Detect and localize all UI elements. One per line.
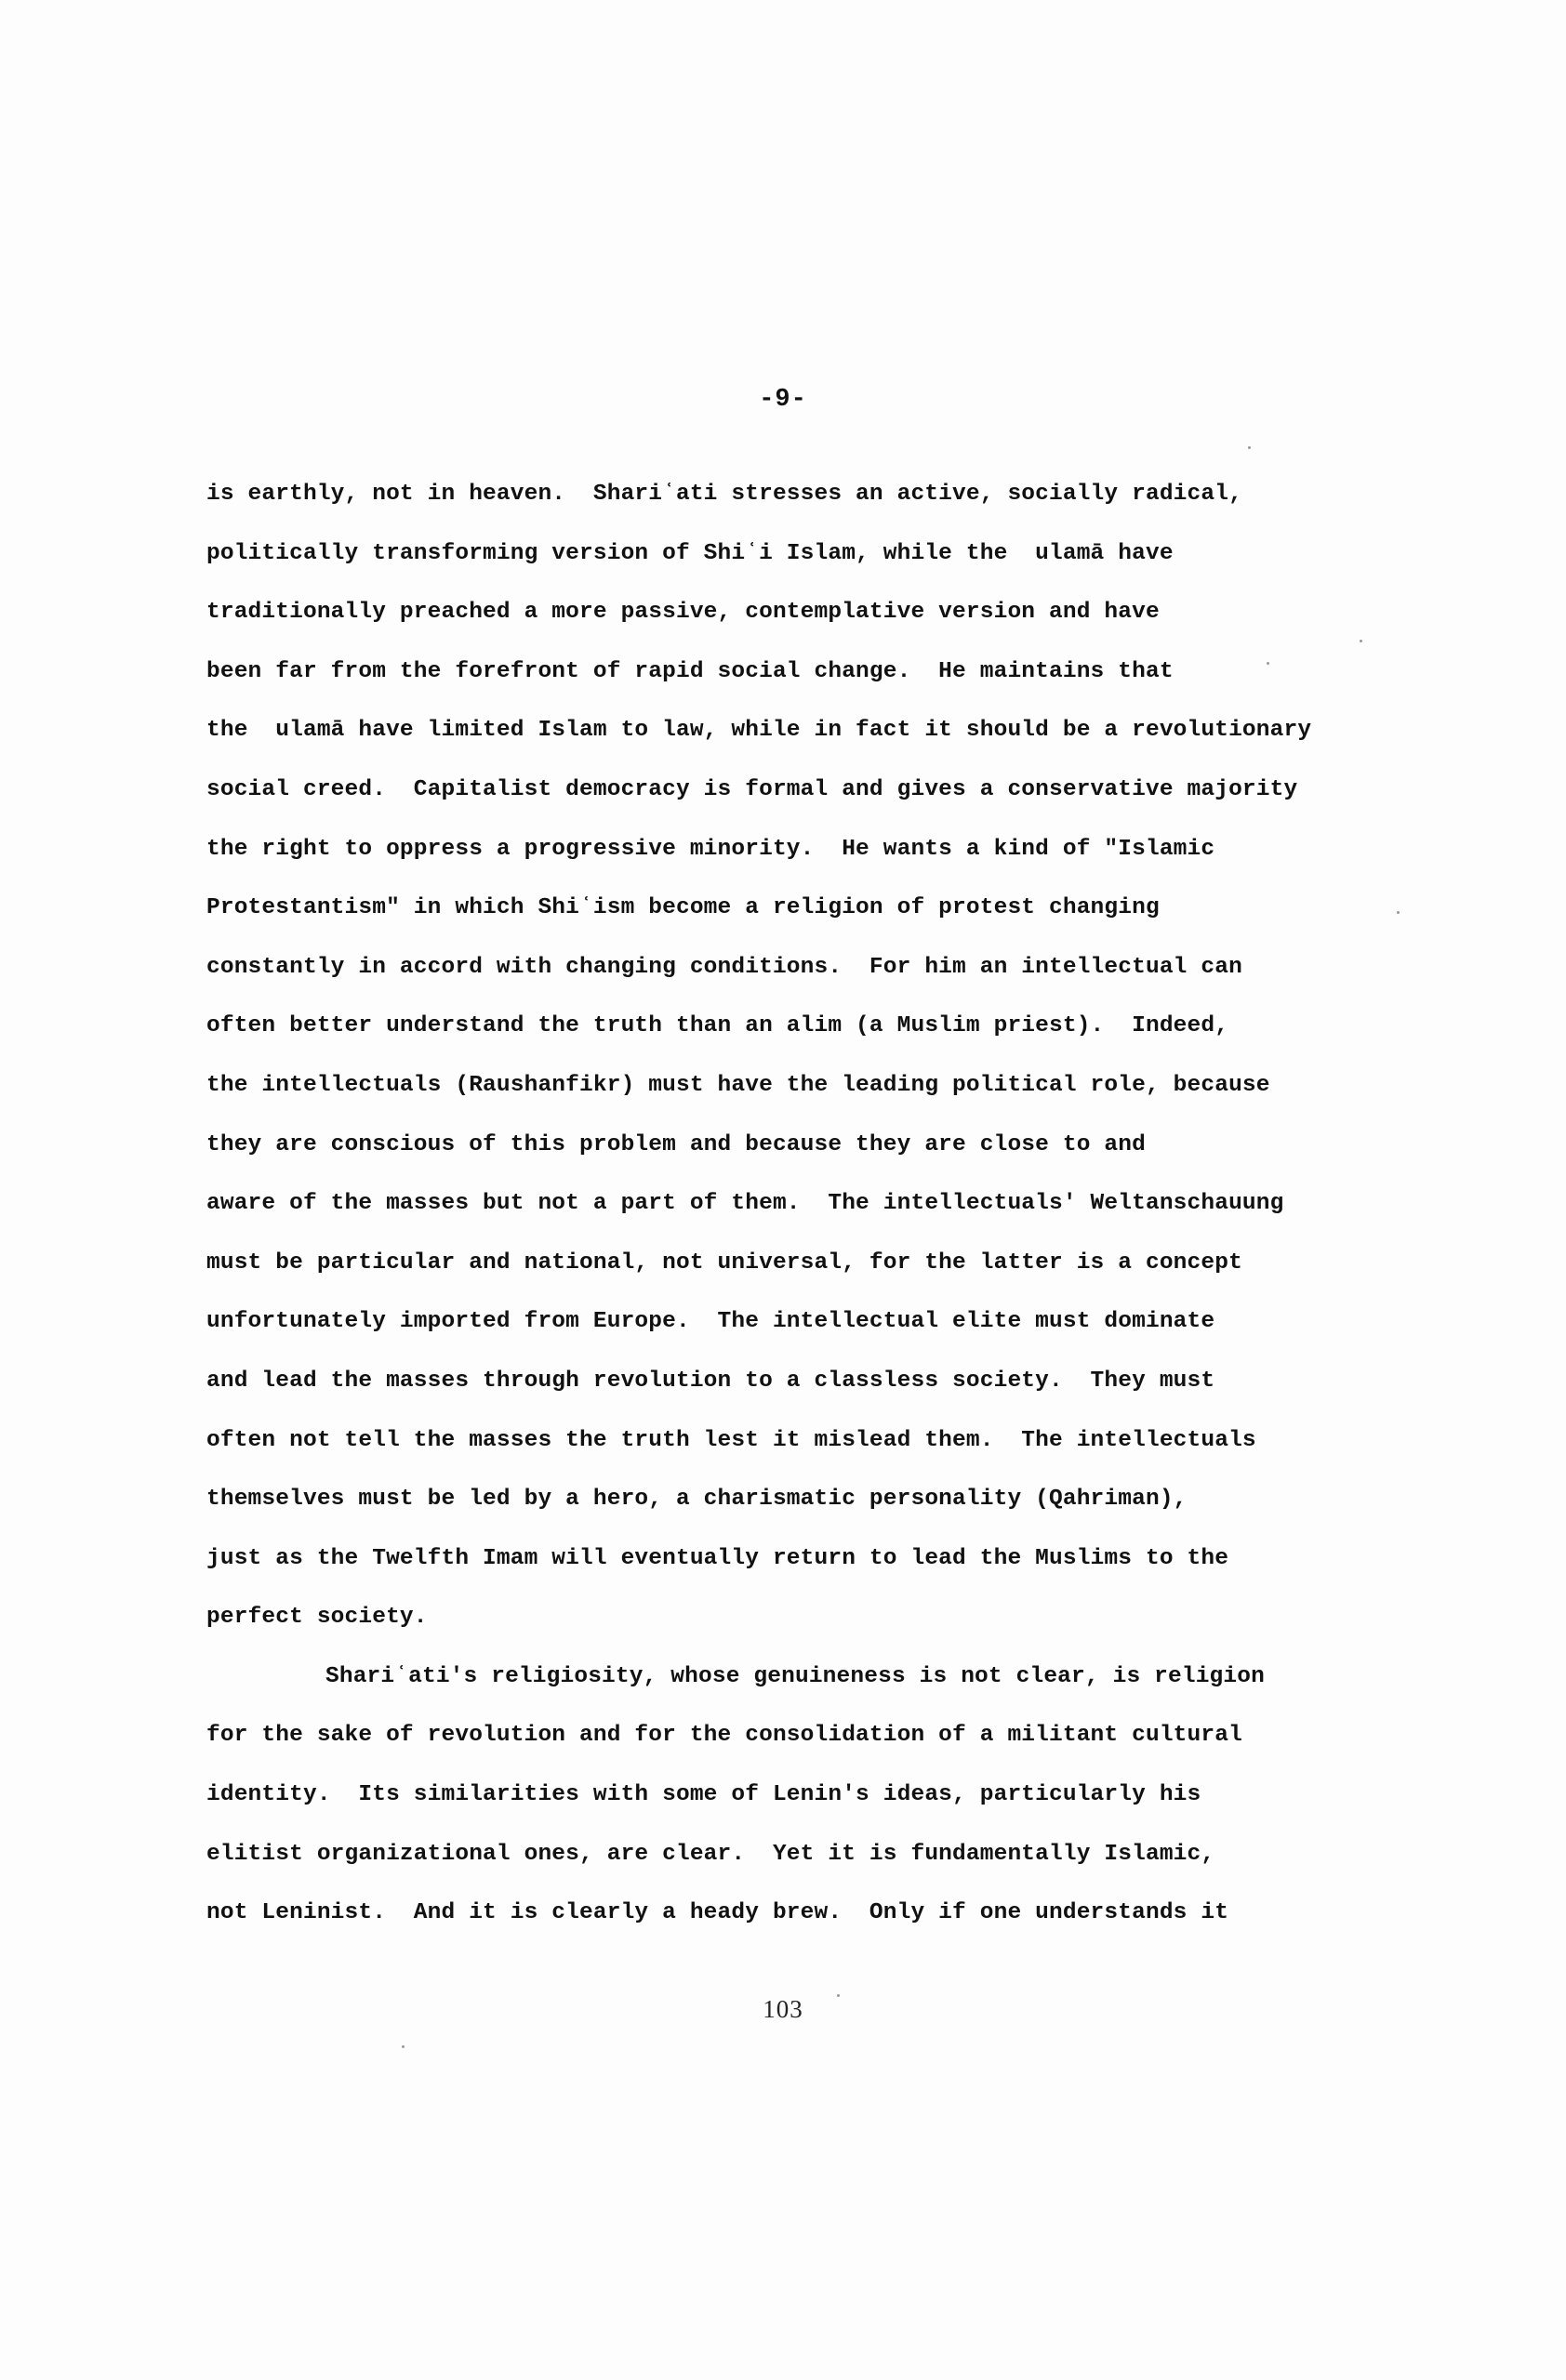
text-line: the ulamā have limited Islam to law, while in fact it should be a revolutionary (206, 718, 1312, 744)
text-line: often better understand the truth than an alim (a Muslim priest). Indeed, (206, 1013, 1229, 1039)
scan-speck (402, 2045, 405, 2048)
scan-speck (1248, 446, 1251, 449)
text-line: constantly in accord with changing conditions. For him an intellectual can (206, 954, 1242, 980)
text-line: often not tell the masses the truth lest it mislead them. The intellectuals (206, 1427, 1256, 1453)
text-line: unfortunately imported from Europe. The intellectual elite must dominate (206, 1309, 1215, 1335)
text-line: for the sake of revolution and for the consolidation of a militant cultural (206, 1723, 1242, 1749)
body-text (206, 465, 1397, 1943)
text-line: just as the Twelfth Imam will eventually return to lead the Muslims to the (206, 1545, 1229, 1571)
text-line: the right to oppress a progressive minority. He wants a kind of "Islamic (206, 836, 1215, 862)
footer-page-number: 103 (763, 1995, 803, 2023)
scan-speck (837, 1994, 840, 1997)
text-line: social creed. Capitalist democracy is formal and gives a conservative majority (206, 776, 1298, 802)
scan-speck (1397, 911, 1400, 914)
text-line: perfect society. (206, 1605, 428, 1631)
text-line: aware of the masses but not a part of them. The intellectuals' Weltanschauung (206, 1191, 1284, 1217)
text-line: must be particular and national, not universal, for the latter is a concept (206, 1250, 1242, 1276)
text-line: Shariʿati's religiosity, whose genuineness is not clear, is religion (325, 1663, 1265, 1689)
text-line: not Leninist. And it is clearly a heady brew. Only if one understands it (206, 1900, 1229, 1926)
text-line: elitist organizational ones, are clear. Yet it is fundamentally Islamic, (206, 1841, 1215, 1867)
scan-speck (1360, 640, 1362, 642)
page-label: -9- (759, 386, 807, 414)
scan-speck (1267, 662, 1269, 665)
text-line: Protestantism" in which Shiʿism become a religion of protest changing (206, 895, 1160, 921)
text-line: traditionally preached a more passive, contemplative version and have (206, 600, 1160, 626)
text-line: themselves must be led by a hero, a charismatic personality (Qahriman), (206, 1487, 1188, 1513)
text-line: and lead the masses through revolution to a classless society. They must (206, 1368, 1215, 1394)
text-line: is earthly, not in heaven. Shariʿati stresses an active, socially radical, (206, 482, 1242, 507)
text-line: identity. Its similarities with some of Lenin's ideas, particularly his (206, 1782, 1201, 1808)
text-line: politically transforming version of Shiʿi Islam, while the ulamā have (206, 540, 1174, 566)
text-line: been far from the forefront of rapid social change. He maintains that (206, 658, 1174, 684)
text-line: the intellectuals (Raushanfikr) must have the leading political role, because (206, 1072, 1270, 1098)
text-line: they are conscious of this problem and because they are close to and (206, 1131, 1146, 1157)
